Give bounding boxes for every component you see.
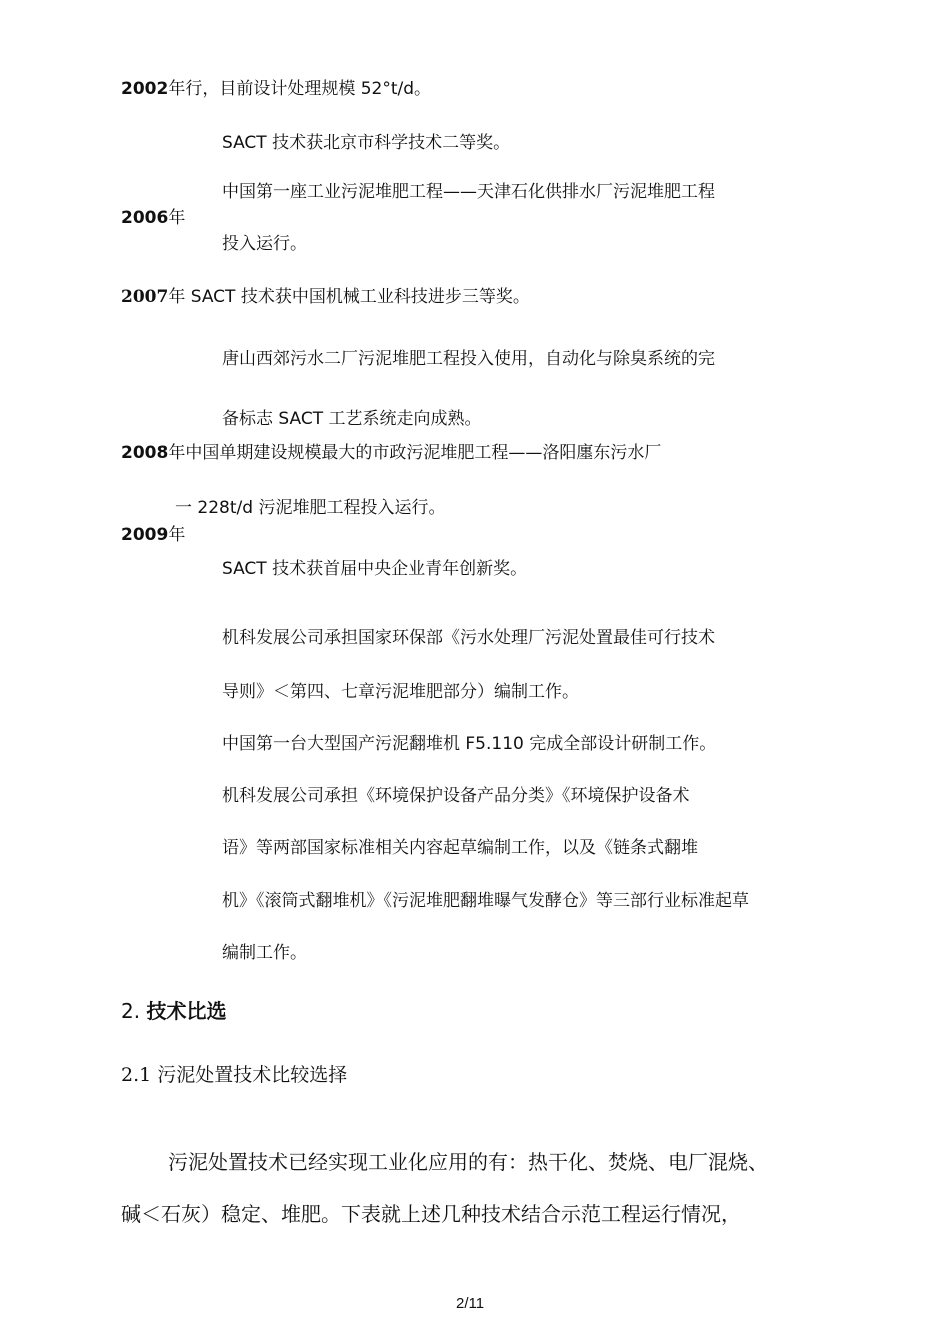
timeline-line: 机科发展公司承担国家环保部《污水处理厂污泥处置最佳可行技术 <box>222 628 715 648</box>
timeline-text: 行，目前设计处理规模 52°t/d。 <box>185 79 432 99</box>
year-label: 2008 <box>121 443 169 463</box>
timeline-entry-2007 <box>121 286 530 308</box>
timeline-entry-2009 <box>121 524 185 546</box>
timeline-line: 唐山西郊污水二厂污泥堆肥工程投入使用，自动化与除臭系统的完 <box>222 349 715 369</box>
year-suffix: 年 <box>168 287 186 307</box>
year-label: 2009 <box>121 525 169 545</box>
year-suffix: 年 <box>168 443 186 463</box>
paragraph-line: 污泥处置技术已经实现工业化应用的有：热干化、焚烧、电厂混烧、 <box>168 1150 768 1174</box>
timeline-entry-2002 <box>121 78 431 100</box>
timeline-line: 编制工作。 <box>222 943 307 963</box>
timeline-entry-2006 <box>121 207 185 229</box>
paragraph-line: 碱＜石灰）稳定、堆肥。下表就上述几种技术结合示范工程运行情况， <box>121 1202 741 1226</box>
timeline-line: SACT 技术获北京市科学技术二等奖。 <box>222 133 511 153</box>
year-label: 2007 <box>121 287 169 307</box>
timeline-line: 导则》＜第四、七章污泥堆肥部分）编制工作。 <box>222 682 579 702</box>
timeline-line: 机》《滚筒式翻堆机》《污泥堆肥翻堆曝气发酵仓》等三部行业标准起草 <box>222 891 749 911</box>
timeline-line: 投入运行。 <box>222 234 307 254</box>
year-suffix: 年 <box>168 79 186 99</box>
timeline-line: 中国第一座工业污泥堆肥工程——天津石化供排水厂污泥堆肥工程 <box>222 182 715 202</box>
timeline-line: 一 228t/d 污泥堆肥工程投入运行。 <box>175 498 446 518</box>
year-suffix: 年 <box>168 208 186 228</box>
subsection-title: 污泥处置技术比较选择 <box>157 1064 348 1086</box>
timeline-text: SACT 技术获中国机械工业科技进步三等奖。 <box>190 287 530 307</box>
subsection-number: 2.1 <box>121 1064 152 1086</box>
timeline-line: 机科发展公司承担《环境保护设备产品分类》《环境保护设备术 <box>222 786 690 806</box>
timeline-line: 中国第一台大型国产污泥翻堆机 F5.110 完成全部设计研制工作。 <box>222 734 717 754</box>
page-number: 2/11 <box>456 1295 485 1312</box>
timeline-line: 语》等两部国家标准相关内容起草编制工作，以及《链条式翻堆 <box>222 838 698 858</box>
year-label: 2002 <box>121 79 169 99</box>
timeline-line: 备标志 SACT 工艺系统走向成熟。 <box>222 409 482 429</box>
year-suffix: 年 <box>168 525 186 545</box>
timeline-entry-2008 <box>121 442 661 464</box>
section-heading <box>121 1000 226 1022</box>
timeline-text: 中国单期建设规模最大的市政污泥堆肥工程——洛阳廛东污水厂 <box>185 443 662 463</box>
subsection-heading <box>121 1064 347 1086</box>
section-number: 2. <box>121 999 141 1023</box>
year-label: 2006 <box>121 208 169 228</box>
section-title: 技术比选 <box>146 999 227 1023</box>
timeline-line: SACT 技术获首届中央企业青年创新奖。 <box>222 559 528 579</box>
